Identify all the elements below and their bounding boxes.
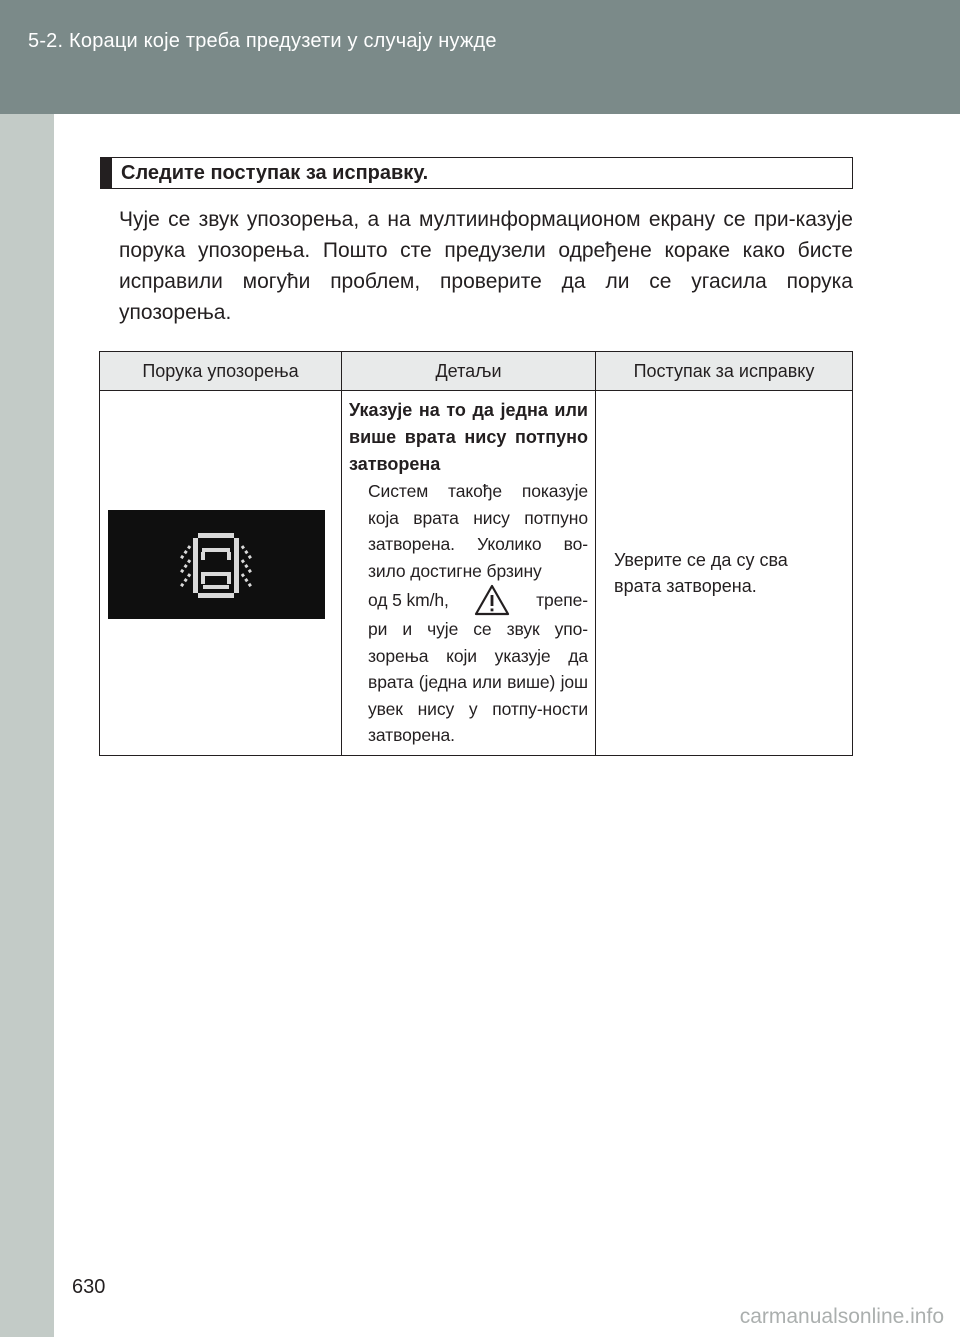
message-cell — [100, 391, 342, 756]
side-strip — [0, 114, 54, 1337]
warning-table — [99, 351, 853, 756]
table-header-row — [100, 352, 853, 391]
column-header-message: Порука упозорења — [100, 352, 342, 391]
details-text-2a: од 5 km/h, — [368, 589, 449, 610]
section-heading-text: Следите поступак за исправку. — [121, 161, 429, 184]
details-text-2b: трепе- — [536, 589, 588, 610]
column-header-details: Детаљи — [342, 352, 596, 391]
details-text-1: Систем такође показује која врата нису потпуно затворена. Уколико во-зило достигне брзину — [368, 481, 588, 581]
door-open-warning-icon — [108, 510, 325, 619]
section-heading — [100, 157, 853, 189]
details-heading: Указује на то да једна или више врата нису потпуно затворена — [349, 400, 588, 474]
watermark: carmanualsonline.info — [739, 1305, 944, 1328]
details-cell — [342, 391, 596, 756]
table-row — [100, 391, 853, 756]
warning-triangle-icon — [474, 584, 510, 616]
section-heading-marker — [101, 158, 112, 188]
header-title: 5-2. Кораци које треба предузети у случају нужде — [28, 30, 497, 52]
action-cell: Уверите се да су сва врата затворена. — [596, 391, 853, 756]
page-number: 630 — [72, 1276, 106, 1298]
details-speed-line — [368, 584, 588, 616]
details-text-3: ри и чује се звук упо-зорења који указује да врата (једна или више) још увек нису у потпу-ности затворена. — [368, 619, 588, 745]
details-body — [349, 478, 588, 749]
column-header-action: Поступак за исправку — [596, 352, 853, 391]
header-bar — [0, 0, 960, 114]
intro-paragraph: Чује се звук упозорења, а на мултиинформационом екрану се при-казује порука упозорења. Пошто сте предузели одређене кораке како бисте исправили могући проблем, проверите да ли се угасила порука упозорења. — [119, 208, 853, 324]
multi-info-display — [108, 510, 325, 619]
